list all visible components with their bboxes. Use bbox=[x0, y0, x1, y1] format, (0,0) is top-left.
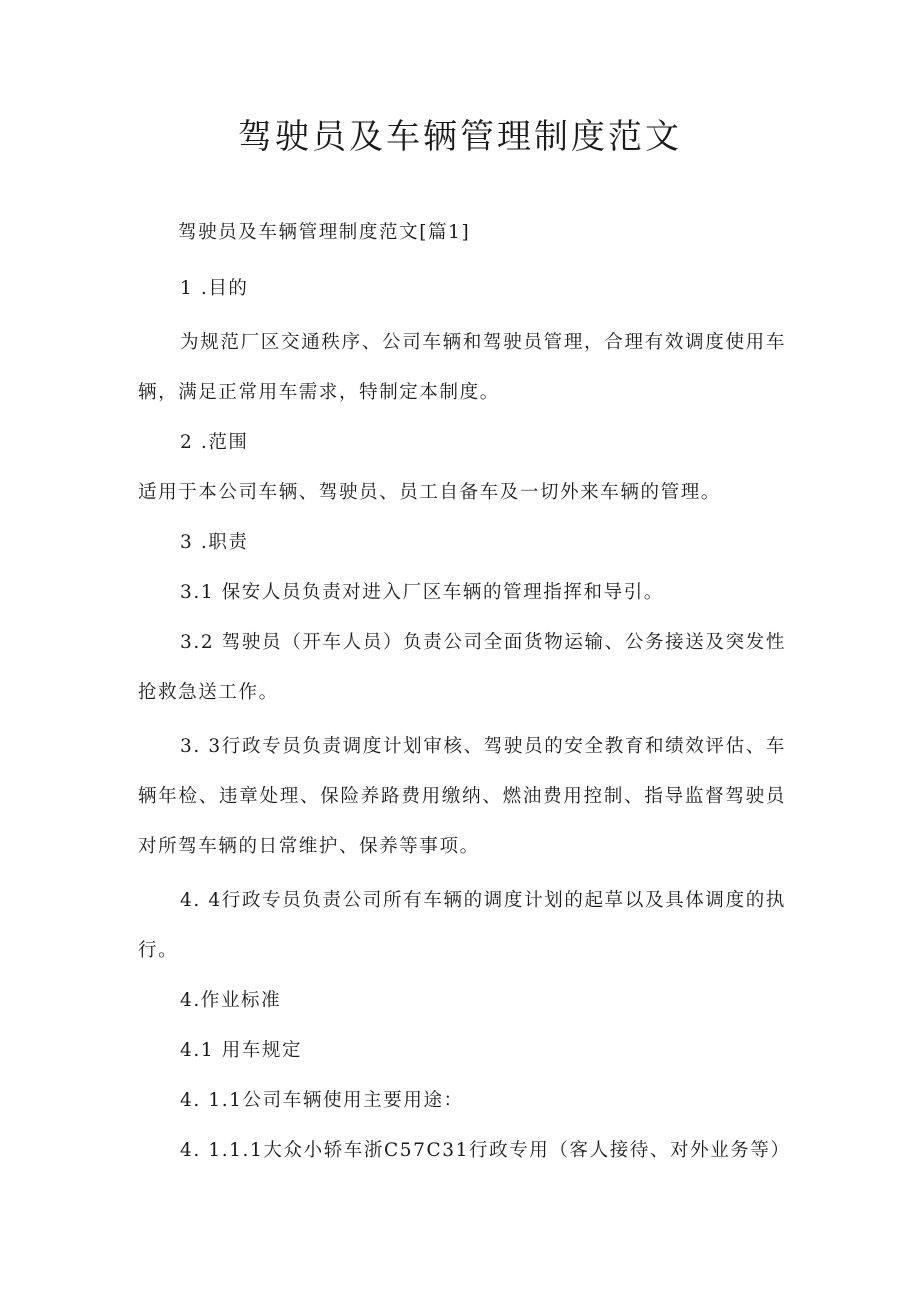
subsection-heading-usage-rules: 4.1 用车规定 bbox=[180, 1040, 303, 1061]
paragraph-purpose: 为规范厂区交通秩序、公司车辆和驾驶员管理，合理有效调度使用车辆，满足正常用车需求，特制定本制度。 bbox=[138, 332, 786, 403]
paragraph-scope: 适用于本公司车辆、驾驶员、员工自备车及一切外来车辆的管理。 bbox=[138, 482, 721, 503]
document-title: 驾驶员及车辆管理制度范文 bbox=[238, 117, 682, 157]
paragraph-duty-3-3: 3. 3行政专员负责调度计划审核、驾驶员的安全教育和绩效评估、车辆年检、违章处理、保险养路费用缴纳、燃油费用控制、指导监督驾驶员对所驾车辆的日常维护、保养等事项。 bbox=[138, 736, 786, 857]
document-body bbox=[138, 208, 791, 1176]
paragraph-usage-4-1-1: 4. 1.1公司车辆使用主要用途： bbox=[180, 1090, 464, 1111]
section-heading-standards: 4.作业标准 bbox=[180, 990, 282, 1011]
paragraph-usage-4-1-1-1: 4. 1.1.1大众小轿车浙C57C31行政专用（客人接待、对外业务等） bbox=[180, 1140, 791, 1161]
paragraph-duty-3-1: 3.1 保安人员负责对进入厂区车辆的管理指挥和导引。 bbox=[180, 582, 664, 603]
document-subtitle: 驾驶员及车辆管理制度范文[篇1] bbox=[178, 222, 471, 243]
section-heading-purpose: 1 .目的 bbox=[180, 278, 249, 299]
paragraph-duty-3-4: 4. 4行政专员负责公司所有车辆的调度计划的起草以及具体调度的执行。 bbox=[138, 890, 786, 961]
paragraph-duty-3-2: 3.2 驾驶员（开车人员）负责公司全面货物运输、公务接送及突发性抢救急送工作。 bbox=[138, 632, 786, 703]
section-heading-duties: 3 .职责 bbox=[180, 532, 249, 553]
section-heading-scope: 2 .范围 bbox=[180, 432, 249, 453]
